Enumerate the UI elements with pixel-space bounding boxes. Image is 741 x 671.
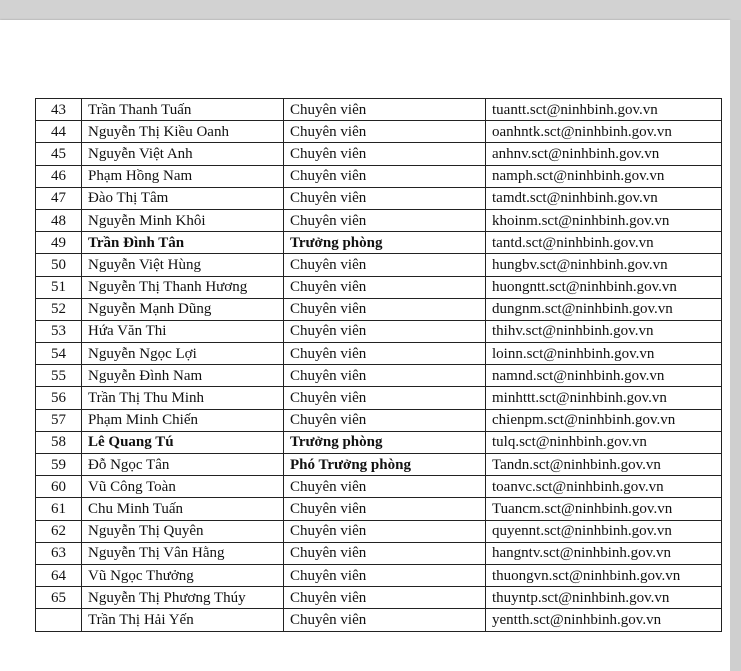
staff-name-cell: Lê Quang Tú [82,431,284,453]
staff-email-cell: huongntt.sct@ninhbinh.gov.vn [486,276,722,298]
staff-position-cell: Chuyên viên [284,254,486,276]
staff-email-cell: oanhntk.sct@ninhbinh.gov.vn [486,121,722,143]
row-number-cell: 46 [36,165,82,187]
row-number-cell: 55 [36,365,82,387]
staff-position-cell: Chuyên viên [284,542,486,564]
table-row [36,587,722,609]
staff-email-cell: tulq.sct@ninhbinh.gov.vn [486,431,722,453]
staff-email-cell: yentth.sct@ninhbinh.gov.vn [486,609,722,631]
staff-email-cell: quyennt.sct@ninhbinh.gov.vn [486,520,722,542]
row-number-cell: 45 [36,143,82,165]
staff-email-cell: hungbv.sct@ninhbinh.gov.vn [486,254,722,276]
table-row [36,209,722,231]
staff-name-cell: Nguyễn Đình Nam [82,365,284,387]
staff-name-cell: Phạm Minh Chiến [82,409,284,431]
staff-email-cell: Tandn.sct@ninhbinh.gov.vn [486,454,722,476]
staff-email-cell: namnd.sct@ninhbinh.gov.vn [486,365,722,387]
row-number-cell: 59 [36,454,82,476]
staff-email-cell: namph.sct@ninhbinh.gov.vn [486,165,722,187]
staff-email-cell: tamdt.sct@ninhbinh.gov.vn [486,187,722,209]
table-row [36,121,722,143]
row-number-cell: 62 [36,520,82,542]
table-row [36,187,722,209]
staff-position-cell: Chuyên viên [284,498,486,520]
table-row [36,99,722,121]
staff-position-cell: Chuyên viên [284,209,486,231]
table-row [36,409,722,431]
table-row [36,365,722,387]
staff-email-cell: tantd.sct@ninhbinh.gov.vn [486,232,722,254]
table-row [36,609,722,631]
staff-position-cell: Chuyên viên [284,587,486,609]
staff-name-cell: Vũ Ngọc Thưởng [82,564,284,586]
staff-name-cell: Nguyễn Ngọc Lợi [82,343,284,365]
row-number-cell: 58 [36,431,82,453]
staff-name-cell: Nguyễn Thị Vân Hằng [82,542,284,564]
row-number-cell: 47 [36,187,82,209]
staff-name-cell: Trần Thị Thu Minh [82,387,284,409]
staff-email-cell: thihv.sct@ninhbinh.gov.vn [486,320,722,342]
staff-table [35,98,722,632]
row-number-cell: 53 [36,320,82,342]
staff-position-cell: Chuyên viên [284,564,486,586]
scrollbar-track[interactable] [730,20,741,671]
staff-email-cell: Tuancm.sct@ninhbinh.gov.vn [486,498,722,520]
staff-email-cell: tuantt.sct@ninhbinh.gov.vn [486,99,722,121]
staff-position-cell: Chuyên viên [284,320,486,342]
row-number-cell: 57 [36,409,82,431]
table-row [36,143,722,165]
staff-name-cell: Nguyễn Thị Quyên [82,520,284,542]
table-row [36,498,722,520]
staff-name-cell: Nguyễn Thị Kiều Oanh [82,121,284,143]
table-row [36,520,722,542]
staff-position-cell: Chuyên viên [284,476,486,498]
staff-name-cell: Chu Minh Tuấn [82,498,284,520]
row-number-cell: 49 [36,232,82,254]
staff-position-cell: Chuyên viên [284,143,486,165]
staff-position-cell: Chuyên viên [284,298,486,320]
staff-position-cell: Chuyên viên [284,520,486,542]
row-number-cell: 61 [36,498,82,520]
table-row [36,254,722,276]
staff-name-cell: Nguyễn Việt Anh [82,143,284,165]
staff-email-cell: minhttt.sct@ninhbinh.gov.vn [486,387,722,409]
staff-name-cell: Đỗ Ngọc Tân [82,454,284,476]
staff-position-cell: Chuyên viên [284,165,486,187]
staff-position-cell: Chuyên viên [284,187,486,209]
table-row [36,276,722,298]
staff-email-cell: toanvc.sct@ninhbinh.gov.vn [486,476,722,498]
staff-email-cell: thuyntp.sct@ninhbinh.gov.vn [486,587,722,609]
table-row [36,232,722,254]
staff-email-cell: loinn.sct@ninhbinh.gov.vn [486,343,722,365]
table-row [36,476,722,498]
staff-name-cell: Trần Đình Tân [82,232,284,254]
row-number-cell: 50 [36,254,82,276]
row-number-cell: 56 [36,387,82,409]
staff-name-cell: Phạm Hồng Nam [82,165,284,187]
staff-position-cell: Chuyên viên [284,387,486,409]
staff-position-cell: Chuyên viên [284,343,486,365]
table-row [36,431,722,453]
staff-name-cell: Hứa Văn Thi [82,320,284,342]
staff-name-cell: Trần Thanh Tuấn [82,99,284,121]
row-number-cell: 60 [36,476,82,498]
table-row [36,165,722,187]
staff-email-cell: dungnm.sct@ninhbinh.gov.vn [486,298,722,320]
staff-position-cell: Chuyên viên [284,609,486,631]
staff-email-cell: khoinm.sct@ninhbinh.gov.vn [486,209,722,231]
staff-name-cell: Nguyễn Thị Thanh Hương [82,276,284,298]
row-number-cell: 65 [36,587,82,609]
staff-position-cell: Trưởng phòng [284,431,486,453]
row-number-cell: 52 [36,298,82,320]
table-row [36,542,722,564]
staff-name-cell: Đào Thị Tâm [82,187,284,209]
staff-email-cell: anhnv.sct@ninhbinh.gov.vn [486,143,722,165]
staff-email-cell: thuongvn.sct@ninhbinh.gov.vn [486,564,722,586]
table-row [36,564,722,586]
staff-position-cell: Chuyên viên [284,276,486,298]
staff-position-cell: Trưởng phòng [284,232,486,254]
row-number-cell: 44 [36,121,82,143]
staff-position-cell: Phó Trưởng phòng [284,454,486,476]
staff-email-cell: hangntv.sct@ninhbinh.gov.vn [486,542,722,564]
staff-position-cell: Chuyên viên [284,409,486,431]
staff-name-cell: Vũ Công Toàn [82,476,284,498]
table-row [36,454,722,476]
staff-email-cell: chienpm.sct@ninhbinh.gov.vn [486,409,722,431]
row-number-cell: 64 [36,564,82,586]
row-number-cell [36,609,82,631]
row-number-cell: 51 [36,276,82,298]
staff-table-body [36,99,722,632]
staff-name-cell: Trần Thị Hải Yến [82,609,284,631]
staff-position-cell: Chuyên viên [284,365,486,387]
staff-name-cell: Nguyễn Minh Khôi [82,209,284,231]
staff-name-cell: Nguyễn Mạnh Dũng [82,298,284,320]
row-number-cell: 54 [36,343,82,365]
table-row [36,320,722,342]
table-row [36,387,722,409]
staff-position-cell: Chuyên viên [284,99,486,121]
staff-name-cell: Nguyễn Việt Hùng [82,254,284,276]
window-top-bar [0,0,741,22]
row-number-cell: 43 [36,99,82,121]
table-row [36,343,722,365]
row-number-cell: 63 [36,542,82,564]
row-number-cell: 48 [36,209,82,231]
staff-position-cell: Chuyên viên [284,121,486,143]
staff-name-cell: Nguyễn Thị Phương Thúy [82,587,284,609]
table-row [36,298,722,320]
